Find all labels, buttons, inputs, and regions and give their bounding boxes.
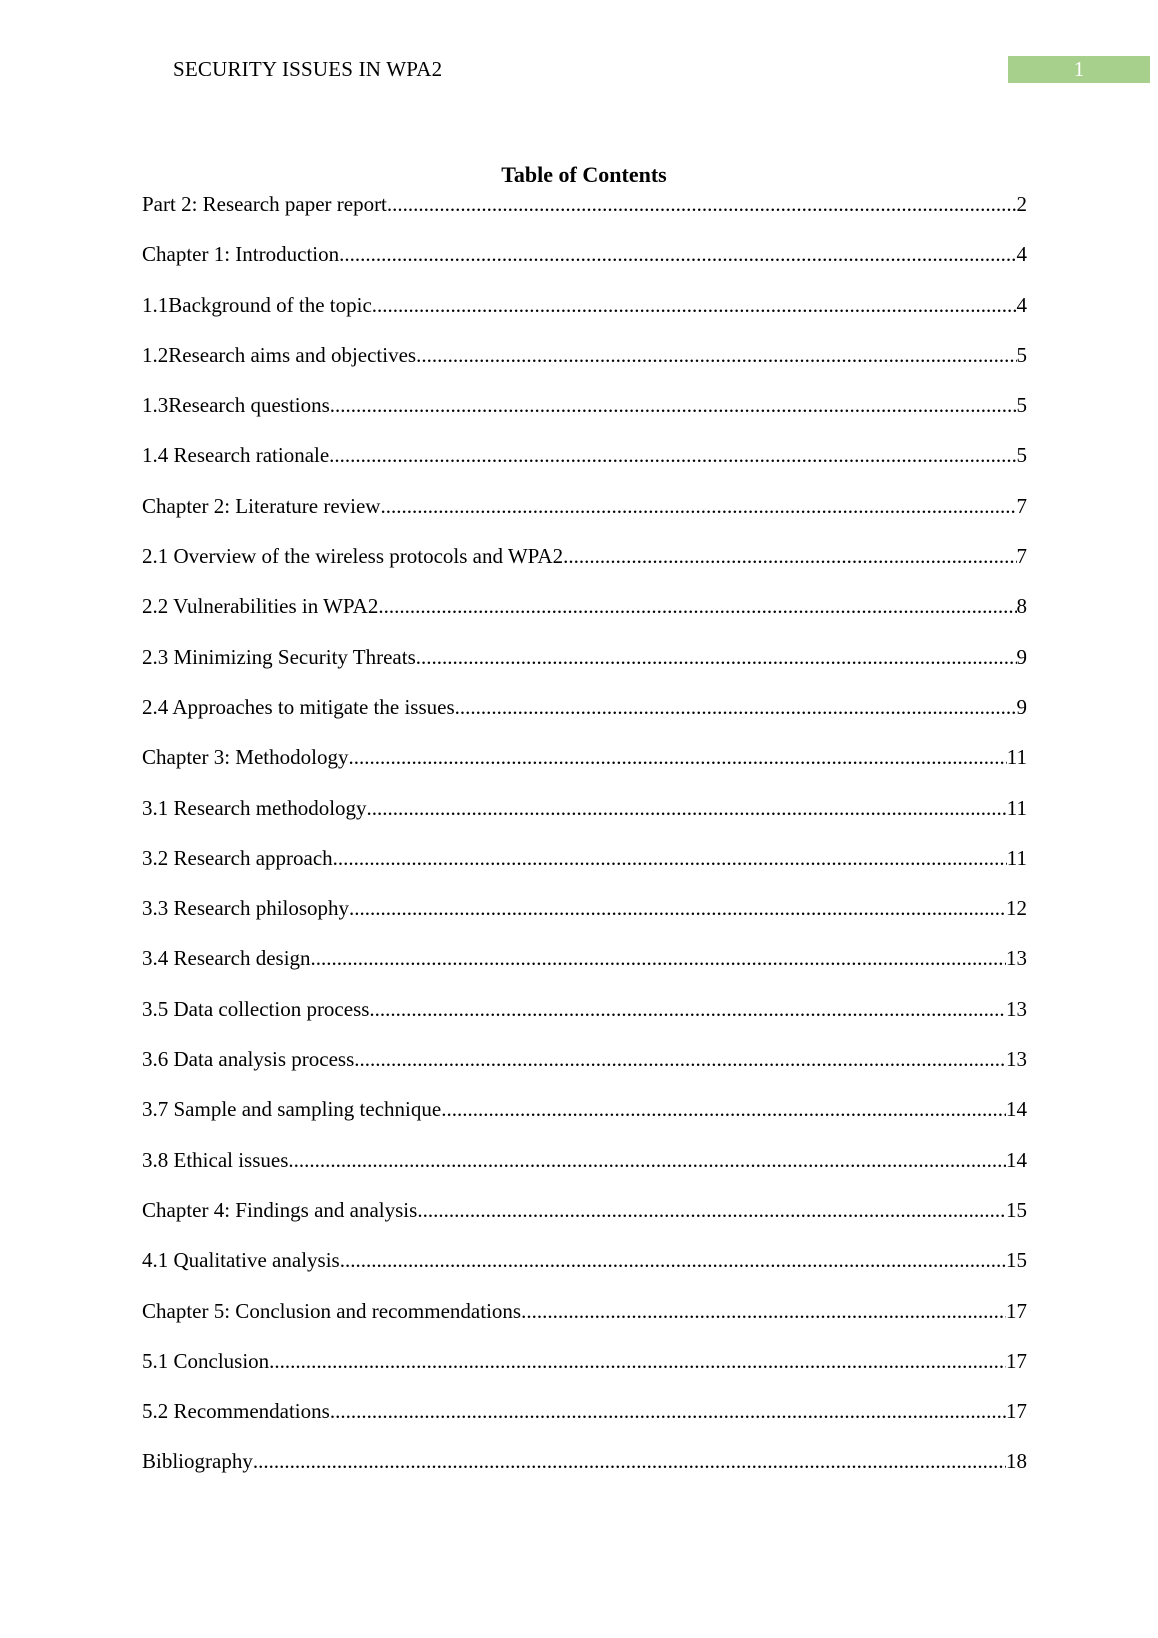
toc-entry-label: 5.1 Conclusion: [142, 1348, 270, 1373]
toc-entry[interactable]: [142, 192, 1027, 242]
toc-entry[interactable]: [142, 594, 1027, 644]
toc-entry-label: 3.1 Research methodology: [142, 795, 367, 820]
toc-entry-page: 18: [1006, 1449, 1027, 1474]
toc-dot-leader: [354, 1047, 1006, 1072]
toc-dot-leader: [311, 946, 1006, 971]
toc-entry-page: 7: [1016, 493, 1027, 518]
toc-dot-leader: [333, 846, 1007, 871]
toc-entry-label: 2.1 Overview of the wireless protocols and WPA2: [142, 544, 564, 569]
toc-entry-label: 1.3Research questions: [142, 393, 330, 418]
toc-dot-leader: [378, 594, 1016, 619]
toc-entry-page: 11: [1006, 795, 1027, 820]
toc-dot-leader: [349, 896, 1006, 921]
toc-entry-page: 4: [1016, 242, 1027, 267]
toc-entry-page: 13: [1006, 1047, 1027, 1072]
toc-entry-label: 4.1 Qualitative analysis: [142, 1248, 340, 1273]
toc-dot-leader: [340, 1248, 1006, 1273]
toc-dot-leader: [417, 1198, 1006, 1223]
toc-entry-page: 17: [1006, 1298, 1027, 1323]
toc-entry-page: 17: [1006, 1348, 1027, 1373]
toc-entry-label: Chapter 5: Conclusion and recommendations: [142, 1298, 522, 1323]
toc-entry[interactable]: [142, 645, 1027, 695]
toc-dot-leader: [416, 343, 1016, 368]
toc-entry[interactable]: [142, 393, 1027, 443]
toc-dot-leader: [521, 1299, 1006, 1324]
toc-dot-leader: [416, 645, 1017, 670]
toc-entry-label: 3.5 Data collection process: [142, 996, 370, 1021]
toc-dot-leader: [372, 293, 1017, 318]
toc-dot-leader: [387, 192, 1017, 217]
toc-entry[interactable]: [142, 343, 1027, 393]
toc-entry[interactable]: [142, 242, 1027, 292]
toc-entry-page: 9: [1016, 644, 1027, 669]
toc-entry-page: 5: [1016, 342, 1027, 367]
toc-entry[interactable]: [142, 997, 1027, 1047]
toc-entry[interactable]: [142, 1248, 1027, 1298]
toc-entry[interactable]: [142, 1097, 1027, 1147]
toc-dot-leader: [329, 443, 1016, 468]
toc-entry-page: 13: [1006, 996, 1027, 1021]
toc-entry-page: 15: [1006, 1248, 1027, 1273]
toc-entry-page: 7: [1016, 544, 1027, 569]
toc-entry-label: Chapter 3: Methodology: [142, 745, 349, 770]
toc-entry-page: 8: [1016, 594, 1027, 619]
toc-list: [142, 192, 1027, 1500]
toc-entry[interactable]: [142, 544, 1027, 594]
toc-entry-page: 4: [1016, 292, 1027, 317]
toc-entry[interactable]: [142, 745, 1027, 795]
page-number: 1: [1008, 56, 1150, 83]
toc-dot-leader: [380, 494, 1016, 519]
toc-dot-leader: [455, 695, 1017, 720]
toc-entry-label: 1.4 Research rationale: [142, 443, 330, 468]
toc-entry-page: 2: [1016, 192, 1027, 216]
toc-entry-label: 3.8 Ethical issues: [142, 1147, 289, 1172]
toc-entry-label: Chapter 2: Literature review: [142, 493, 381, 518]
toc-dot-leader: [367, 796, 1007, 821]
toc-entry-page: 14: [1006, 1147, 1027, 1172]
toc-entry[interactable]: [142, 695, 1027, 745]
toc-entry-page: 5: [1016, 393, 1027, 418]
toc-entry-label: 1.2Research aims and objectives: [142, 342, 417, 367]
toc-dot-leader: [269, 1349, 1006, 1374]
toc-entry-page: 11: [1006, 845, 1027, 870]
toc-entry[interactable]: [142, 946, 1027, 996]
toc-entry-label: 3.3 Research philosophy: [142, 896, 350, 921]
toc-entry[interactable]: [142, 1449, 1027, 1499]
toc-entry[interactable]: [142, 846, 1027, 896]
toc-entry-page: 15: [1006, 1197, 1027, 1222]
toc-entry-label: Chapter 1: Introduction: [142, 242, 340, 267]
toc-entry-label: 3.6 Data analysis process: [142, 1047, 355, 1072]
toc-entry[interactable]: [142, 443, 1027, 493]
toc-entry-label: 3.2 Research approach: [142, 845, 333, 870]
toc-entry-page: 17: [1006, 1399, 1027, 1424]
toc-entry-label: 5.2 Recommendations: [142, 1399, 330, 1424]
toc-dot-leader: [330, 1399, 1006, 1424]
toc-dot-leader: [253, 1449, 1006, 1474]
toc-entry[interactable]: [142, 796, 1027, 846]
toc-dot-leader: [563, 544, 1016, 569]
toc-dot-leader: [288, 1148, 1006, 1173]
toc-entry-label: 2.2 Vulnerabilities in WPA2: [142, 594, 379, 619]
toc-dot-leader: [339, 242, 1016, 267]
toc-entry-label: 2.4 Approaches to mitigate the issues: [142, 694, 455, 719]
toc-entry-page: 12: [1006, 896, 1027, 921]
toc-entry-label: 1.1Background of the topic: [142, 292, 372, 317]
toc-entry[interactable]: [142, 1299, 1027, 1349]
toc-dot-leader: [348, 745, 1006, 770]
toc-entry-page: 5: [1016, 443, 1027, 468]
toc-entry[interactable]: [142, 1148, 1027, 1198]
toc-title: Table of Contents: [501, 162, 667, 187]
toc-entry[interactable]: [142, 896, 1027, 946]
toc-entry-label: 3.4 Research design: [142, 946, 311, 971]
toc-entry-page: 9: [1016, 694, 1027, 719]
toc-entry-label: Chapter 4: Findings and analysis: [142, 1197, 418, 1222]
toc-dot-leader: [330, 393, 1017, 418]
running-head: SECURITY ISSUES IN WPA2: [173, 57, 443, 81]
toc-entry[interactable]: [142, 1047, 1027, 1097]
toc-entry[interactable]: [142, 1198, 1027, 1248]
toc-entry-page: 14: [1006, 1097, 1027, 1122]
toc-entry-label: 3.7 Sample and sampling technique: [142, 1097, 442, 1122]
toc-dot-leader: [441, 1097, 1006, 1122]
toc-entry-page: 13: [1006, 946, 1027, 971]
toc-entry-label: Part 2: Research paper report: [142, 192, 387, 216]
toc-entry[interactable]: [142, 1399, 1027, 1449]
toc-entry-label: 2.3 Minimizing Security Threats: [142, 644, 416, 669]
toc-entry[interactable]: [142, 1349, 1027, 1399]
toc-entry-label: Bibliography: [142, 1449, 253, 1474]
toc-dot-leader: [369, 997, 1006, 1022]
toc-entry-page: 11: [1006, 745, 1027, 770]
toc-entry[interactable]: [142, 494, 1027, 544]
toc-entry[interactable]: [142, 293, 1027, 343]
